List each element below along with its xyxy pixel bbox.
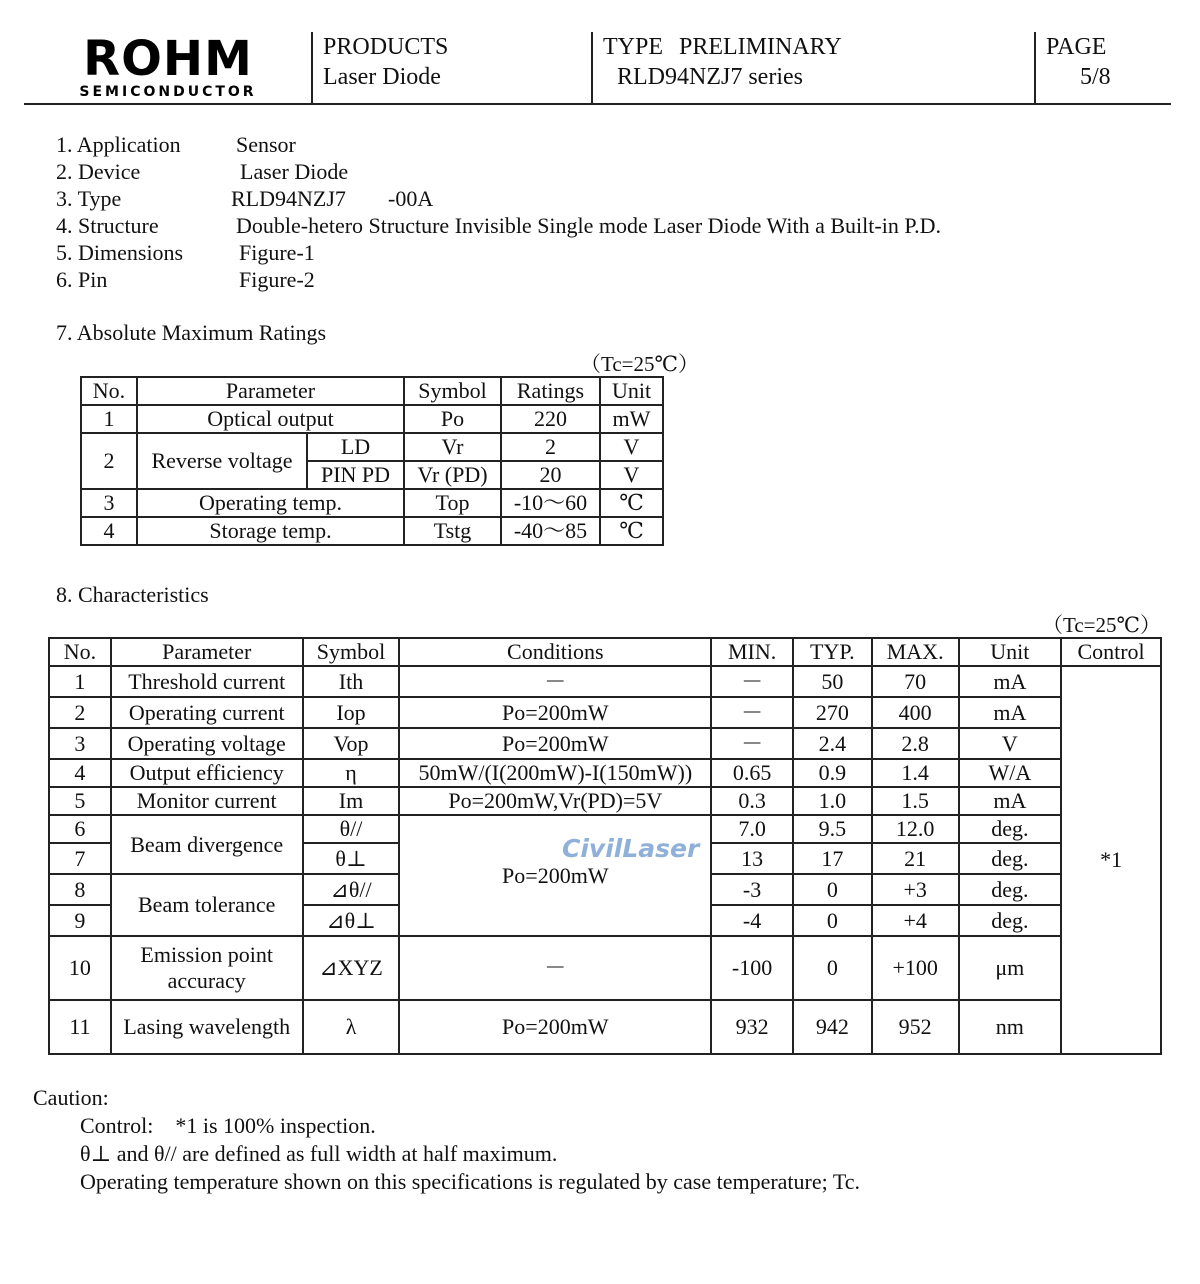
col-header: No. [49, 638, 111, 666]
cell: Reverse voltage [137, 433, 307, 489]
info-label: 3. Type [56, 186, 122, 211]
cell: η [303, 759, 400, 787]
cell: 4 [81, 517, 137, 545]
cell: 1.5 [872, 787, 959, 815]
table-row [81, 517, 663, 545]
document-header [24, 32, 1171, 105]
logo-subtitle: SEMICONDUCTOR [79, 84, 257, 100]
cell: 220 [501, 405, 600, 433]
cell: +3 [872, 874, 959, 905]
cell: 0.9 [793, 759, 872, 787]
cell: mA [959, 697, 1062, 728]
caution-control-text: *1 is 100% inspection. [175, 1113, 376, 1138]
caution-notes [33, 1084, 860, 1196]
col-header: MAX. [872, 638, 959, 666]
cell: － [399, 666, 711, 697]
cell: Po=200mW [399, 697, 711, 728]
cell: V [600, 461, 663, 489]
cell: － [711, 666, 793, 697]
col-header: MIN. [711, 638, 793, 666]
table-header-row [81, 377, 663, 405]
cell: Vop [303, 728, 400, 759]
table-row [49, 1000, 1161, 1054]
cell: Output efficiency [111, 759, 303, 787]
cell: +4 [872, 905, 959, 936]
cell: 2.8 [872, 728, 959, 759]
products-label: PRODUCTS [323, 34, 449, 60]
cell: Beam tolerance [111, 874, 303, 936]
cell: 1 [49, 666, 111, 697]
col-header: TYP. [793, 638, 872, 666]
cell: Po=200mW [399, 815, 711, 936]
logo-brand: ROHM [83, 31, 253, 87]
cell: μm [959, 936, 1062, 1000]
cell: 2 [49, 697, 111, 728]
cell: -3 [711, 874, 793, 905]
cell: ⊿θ// [303, 874, 400, 905]
cell: 2.4 [793, 728, 872, 759]
cell: Ith [303, 666, 400, 697]
cell: 70 [872, 666, 959, 697]
cell: 9 [49, 905, 111, 936]
cell: 50 [793, 666, 872, 697]
rohm-logo [70, 31, 266, 100]
cell: ℃ [600, 517, 663, 545]
info-label: 2. Device [56, 159, 141, 184]
info-value: Figure-2 [239, 267, 315, 292]
cell: ℃ [600, 489, 663, 517]
table-row [81, 433, 663, 461]
cell: deg. [959, 815, 1062, 843]
cell: Operating temp. [137, 489, 404, 517]
cell: Vr [404, 433, 501, 461]
cell: 7 [49, 843, 111, 874]
cell: 1.0 [793, 787, 872, 815]
cell: Tstg [404, 517, 501, 545]
cell: 9.5 [793, 815, 872, 843]
cell: λ [303, 1000, 400, 1054]
cell: deg. [959, 874, 1062, 905]
cell: 6 [49, 815, 111, 843]
caution-line-3: Operating temperature shown on this specifications is regulated by case temperature; Tc. [80, 1169, 861, 1194]
cell: 13 [711, 843, 793, 874]
cell: nm [959, 1000, 1062, 1054]
cell: 3 [49, 728, 111, 759]
cell: Po=200mW [399, 1000, 711, 1054]
cell: － [711, 697, 793, 728]
cell: V [959, 728, 1062, 759]
cell: θ// [303, 815, 400, 843]
info-value-suffix: -00A [388, 186, 434, 211]
info-label: 6. Pin [56, 267, 108, 292]
cell: 270 [793, 697, 872, 728]
cell: deg. [959, 905, 1062, 936]
col-header: Ratings [501, 377, 600, 405]
table-row [81, 405, 663, 433]
type-status: PRELIMINARY [679, 34, 842, 60]
amr-section-title: 7. Absolute Maximum Ratings [56, 320, 327, 345]
cell: Threshold current [111, 666, 303, 697]
cell: 2 [501, 433, 600, 461]
table-header-row [49, 638, 1161, 666]
type-value: RLD94NZJ7 series [617, 64, 803, 90]
control-cell: *1 [1061, 666, 1161, 1054]
cell: -100 [711, 936, 793, 1000]
cell: 12.0 [872, 815, 959, 843]
cell: 10 [49, 936, 111, 1000]
cell: mW [600, 405, 663, 433]
cell: － [399, 936, 711, 1000]
cell: 952 [872, 1000, 959, 1054]
table-row [81, 489, 663, 517]
cell: ⊿XYZ [303, 936, 400, 1000]
cell: Emission point accuracy [111, 936, 303, 1000]
cell: -4 [711, 905, 793, 936]
characteristics-section-title: 8. Characteristics [56, 582, 209, 607]
cell: 11 [49, 1000, 111, 1054]
cell: Storage temp. [137, 517, 404, 545]
table-row [49, 666, 1161, 697]
col-header: Conditions [399, 638, 711, 666]
cell: -10～60 [501, 489, 600, 517]
cell: 0.3 [711, 787, 793, 815]
cell: 8 [49, 874, 111, 905]
cell: PIN PD [307, 461, 404, 489]
products-cell [311, 32, 603, 103]
cell: 2 [81, 433, 137, 489]
cell: 0 [793, 905, 872, 936]
info-label: 5. Dimensions [56, 240, 184, 265]
absolute-maximum-ratings-table [80, 376, 664, 546]
cell: θ⊥ [303, 843, 400, 874]
type-label: TYPE [603, 34, 663, 60]
cell: － [711, 728, 793, 759]
cell: Lasing wavelength [111, 1000, 303, 1054]
characteristics-table [48, 637, 1162, 1055]
table-row [49, 787, 1161, 815]
info-value: Double-hetero Structure Invisible Single mode Laser Diode With a Built-in P.D. [236, 213, 942, 238]
table-row [49, 759, 1161, 787]
cell: Vr (PD) [404, 461, 501, 489]
table-row [49, 936, 1161, 1000]
cell: Im [303, 787, 400, 815]
info-label: 4. Structure [56, 213, 159, 238]
cell: Po=200mW,Vr(PD)=5V [399, 787, 711, 815]
cell: 0.65 [711, 759, 793, 787]
table-row [49, 697, 1161, 728]
cell: deg. [959, 843, 1062, 874]
page-label: PAGE [1046, 34, 1107, 60]
caution-line-2: θ⊥ and θ// are defined as full width at half maximum. [80, 1141, 558, 1166]
cell: -40～85 [501, 517, 600, 545]
cell: 1.4 [872, 759, 959, 787]
info-value: Sensor [236, 132, 296, 157]
amr-condition: （Tc=25℃） [580, 352, 700, 376]
cell: 5 [49, 787, 111, 815]
col-header: Control [1061, 638, 1161, 666]
page-cell [1034, 32, 1181, 103]
cell: ⊿θ⊥ [303, 905, 400, 936]
cell: W/A [959, 759, 1062, 787]
cell: 21 [872, 843, 959, 874]
cell: Optical output [137, 405, 404, 433]
cell: 0 [793, 874, 872, 905]
cell: 7.0 [711, 815, 793, 843]
info-value: Laser Diode [240, 159, 349, 184]
col-header: Symbol [404, 377, 501, 405]
cell: Po [404, 405, 501, 433]
type-cell [591, 32, 1043, 103]
cell: Operating current [111, 697, 303, 728]
col-header: Symbol [303, 638, 400, 666]
cell: +100 [872, 936, 959, 1000]
table-row [49, 815, 1161, 843]
cell: 400 [872, 697, 959, 728]
col-header: Parameter [111, 638, 303, 666]
cell: 932 [711, 1000, 793, 1054]
info-label: 1. Application [56, 132, 181, 157]
cell: V [600, 433, 663, 461]
cell: 20 [501, 461, 600, 489]
caution-control-label: Control: [80, 1113, 154, 1138]
cell: Po=200mW [399, 728, 711, 759]
info-value: Figure-1 [239, 240, 315, 265]
col-header: Parameter [137, 377, 404, 405]
civillaser-watermark: CivilLaser [562, 834, 700, 863]
table-row [49, 728, 1161, 759]
cell: 1 [81, 405, 137, 433]
page-number: 5/8 [1080, 64, 1111, 90]
characteristics-condition: （Tc=25℃） [1042, 613, 1162, 637]
cell: Iop [303, 697, 400, 728]
col-header: Unit [959, 638, 1062, 666]
info-value: RLD94NZJ7 [231, 186, 346, 211]
caution-title: Caution: [33, 1085, 109, 1110]
cell: Monitor current [111, 787, 303, 815]
col-header: Unit [600, 377, 663, 405]
cell: 17 [793, 843, 872, 874]
cell: mA [959, 787, 1062, 815]
cell: 50mW/(I(200mW)-I(150mW)) [399, 759, 711, 787]
caution-control-line [33, 1112, 860, 1140]
cell: mA [959, 666, 1062, 697]
col-header: No. [81, 377, 137, 405]
cell: LD [307, 433, 404, 461]
cell: 942 [793, 1000, 872, 1054]
cell: 4 [49, 759, 111, 787]
cell: 0 [793, 936, 872, 1000]
cell: Top [404, 489, 501, 517]
products-value: Laser Diode [323, 64, 441, 90]
cell: Operating voltage [111, 728, 303, 759]
cell: 3 [81, 489, 137, 517]
cell: Beam divergence [111, 815, 303, 874]
